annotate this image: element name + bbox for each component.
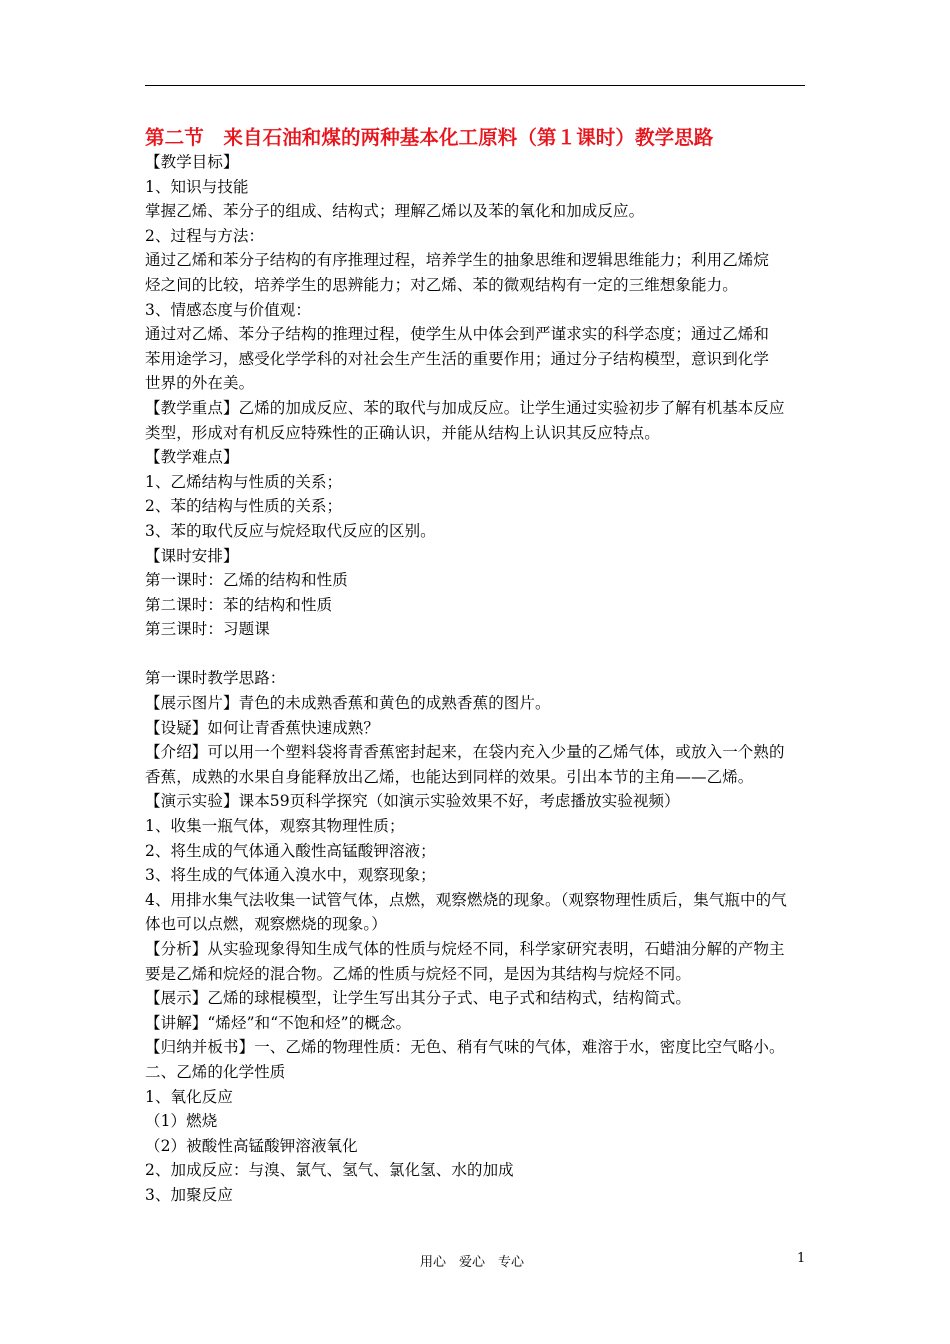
text-line: （1）燃烧	[145, 1112, 218, 1131]
text-line: 体也可以点燃，观察燃烧的现象。）	[145, 915, 387, 934]
text-line: 2、苯的结构与性质的关系；	[145, 497, 343, 516]
text-line: 3、苯的取代反应与烷烃取代反应的区别。	[145, 521, 436, 540]
text-line: 要是乙烯和烷烃的混合物。乙烯的性质与烷烃不同，是因为其结构与烷烃不同。	[145, 964, 692, 983]
text-line: 【讲解】“烯烃”和“不饱和烃”的概念。	[145, 1013, 412, 1032]
text-line: 【展示】乙烯的球棍模型，让学生写出其分子式、电子式和结构式，结构简式。	[145, 989, 692, 1008]
text-line: 世界的外在美。	[145, 374, 255, 393]
text-line: 香蕉，成熟的水果自身能释放出乙烯，也能达到同样的效果。引出本节的主角——乙烯。	[145, 767, 754, 786]
text-line: 【展示图片】青色的未成熟香蕉和黄色的成熟香蕉的图片。	[145, 694, 551, 713]
text-line: 【教学目标】	[145, 153, 239, 171]
text-line: 第一课时：乙烯的结构和性质	[145, 571, 348, 590]
text-line: 2、过程与方法：	[145, 226, 265, 245]
document-body	[145, 150, 807, 1208]
footer-motto: 用心 爱心 专心	[420, 1255, 525, 1270]
text-line: 【教学重点】乙烯的加成反应、苯的取代与加成反应。让学生通过实验初步了解有机基本反应	[145, 398, 785, 417]
text-line: 掌握乙烯、苯分子的组成、结构式；理解乙烯以及苯的氧化和加成反应。	[145, 202, 645, 221]
text-line: 苯用途学习，感受化学学科的对社会生产生活的重要作用；通过分子结构模型，意识到化学	[145, 349, 770, 368]
text-line: 【演示实验】课本59页科学探究（如演示实验效果不好，考虑播放实验视频）	[145, 792, 680, 811]
text-line: 二、乙烯的化学性质	[145, 1062, 286, 1081]
text-line: 烃之间的比较，培养学生的思辨能力；对乙烯、苯的微观结构有一定的三维想象能力。	[145, 275, 738, 294]
blank-line	[145, 642, 807, 667]
text-line: 3、将生成的气体通入溴水中，观察现象；	[145, 866, 436, 885]
text-line: 【课时安排】	[145, 546, 239, 565]
page-number: 1	[797, 1251, 806, 1266]
text-line: 1、收集一瓶气体，观察其物理性质；	[145, 817, 405, 836]
text-line: （2）被酸性高锰酸钾溶液氧化	[145, 1136, 358, 1155]
text-line: 2、加成反应：与溴、氯气、氢气、氯化氢、水的加成	[145, 1161, 514, 1180]
text-line: 通过对乙烯、苯分子结构的推理过程，使学生从中体会到严谨求实的科学态度；通过乙烯和	[145, 325, 770, 344]
text-line: 【归纳并板书】一、乙烯的物理性质：无色、稍有气味的气体，难溶于水，密度比空气略小。	[145, 1038, 785, 1057]
text-line: 第一课时教学思路：	[145, 669, 286, 688]
text-line: 3、加聚反应	[145, 1185, 233, 1204]
text-line: 【设疑】如何让青香蕉快速成熟？	[145, 718, 380, 737]
text-line: 第三课时：习题课	[145, 620, 270, 639]
text-line: 【介绍】可以用一个塑料袋将青香蕉密封起来，在袋内充入少量的乙烯气体，或放入一个熟的	[145, 743, 785, 762]
text-line: 第二课时：苯的结构和性质	[145, 595, 333, 614]
text-line: 1、知识与技能	[145, 177, 249, 196]
text-line: 2、将生成的气体通入酸性高锰酸钾溶液；	[145, 841, 436, 860]
text-line: 1、乙烯结构与性质的关系；	[145, 472, 343, 491]
text-line: 类型，形成对有机反应特殊性的正确认识，并能从结构上认识其反应特点。	[145, 423, 660, 442]
text-line: 【教学难点】	[145, 448, 239, 467]
text-line: 3、情感态度与价值观：	[145, 300, 311, 319]
text-line: 1、氧化反应	[145, 1087, 233, 1106]
text-line: 通过乙烯和苯分子结构的有序推理过程，培养学生的抽象思维和逻辑思维能力；利用乙烯烷	[145, 251, 770, 270]
page-title: 第二节 来自石油和煤的两种基本化工原料（第１课时）教学思路	[145, 126, 714, 149]
text-line: 【分析】从实验现象得知生成气体的性质与烷烃不同，科学家研究表明，石蜡油分解的产物主	[145, 940, 785, 958]
header-rule	[145, 85, 805, 86]
text-line: 4、用排水集气法收集一试管气体，点燃，观察燃烧的现象。（观察物理性质后，集气瓶中的气	[145, 890, 787, 909]
